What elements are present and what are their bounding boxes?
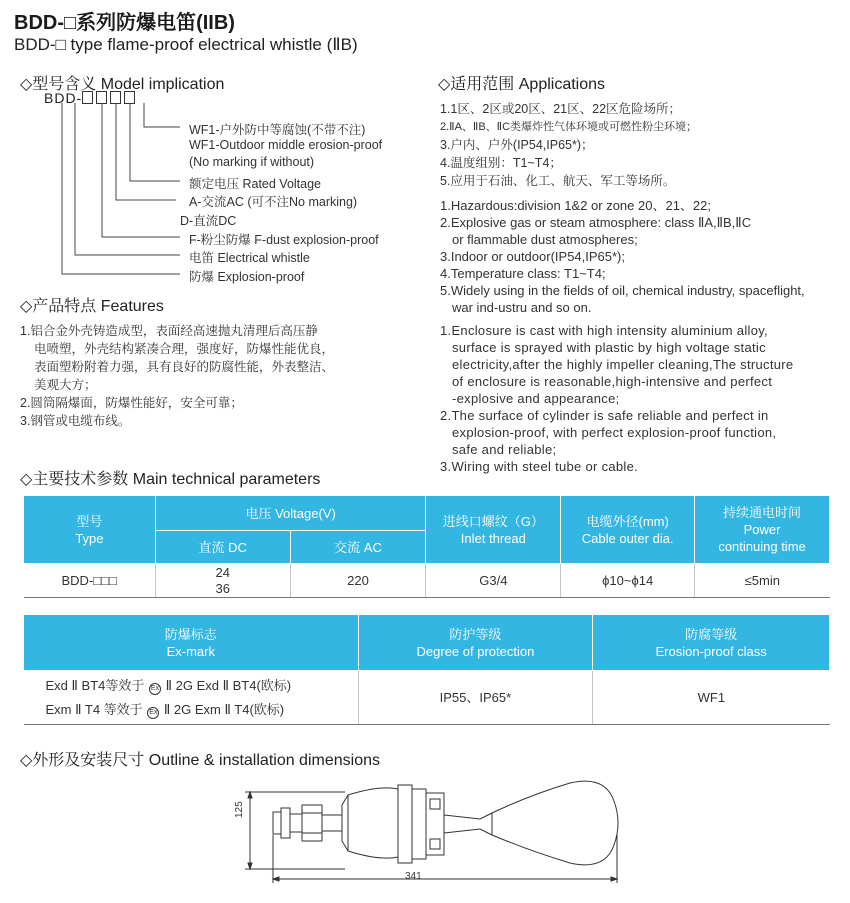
spec-table-2	[23, 614, 830, 725]
feature-line: 3.钢管或电缆布线。	[20, 414, 131, 428]
feature-line: 2.圆筒隔爆面，防爆性能好，安全可靠；	[20, 396, 243, 410]
feat-en-line: safe and reliable;	[452, 442, 557, 457]
app-en-line: 1.Hazardous:division 1&2 or zone 20、21、22;	[440, 198, 711, 213]
th-erosion: 防腐等级 Erosion-proof class	[593, 615, 830, 671]
feat-en-line: 3.Wiring with steel tube or cable.	[440, 459, 639, 474]
model-line: D-直流DC	[180, 214, 237, 228]
spec-table-1	[23, 495, 830, 598]
app-cn-line: 2.ⅡA、ⅡB、ⅡC类爆炸性气体环境或可燃性粉尘环境；	[440, 121, 698, 133]
cell-exmark	[24, 671, 359, 725]
model-heading: ◇型号含义 Model implication	[20, 76, 225, 93]
model-line: 额定电压 Rated Voltage	[189, 177, 322, 191]
exmark-line-2: Exm Ⅱ T4 等效于 Ex Ⅱ 2G Exm Ⅱ T4(欧标)	[45, 701, 285, 717]
app-en-line: 3.Indoor or outdoor(IP54,IP65*);	[440, 249, 626, 264]
feat-en-line: surface is sprayed with plastic by high voltage static	[452, 340, 766, 355]
dim-length-label: 341	[405, 871, 422, 882]
applications-cn-list	[440, 100, 697, 190]
exmark-line-1: Exd Ⅱ BT4等效于 Ex Ⅱ 2G Exd Ⅱ BT4(欧标)	[45, 677, 292, 693]
outline-drawing	[230, 775, 630, 895]
applications-heading: ◇适用范围 Applications	[438, 76, 606, 93]
app-en-line: war ind-ustru and so on.	[452, 300, 592, 315]
model-line: WF1-户外防中等腐蚀(不带不注)	[189, 123, 366, 137]
th-inlet: 进线口螺纹（G） Inlet thread	[426, 496, 561, 564]
th-dc: 直流 DC	[155, 531, 290, 564]
model-line: F-粉尘防爆 F-dust explosion-proof	[189, 233, 379, 247]
model-line: (No marking if without)	[189, 155, 315, 169]
feature-line: 电喷塑，外壳结构紧凑合理，强度好，防爆性能优良，	[34, 342, 335, 356]
model-line: 电笛 Electrical whistle	[189, 251, 310, 265]
feature-line: 1.铝合金外壳铸造成型，表面经高速抛丸清理后高压静	[20, 324, 318, 338]
th-type: 型号 Type	[24, 496, 156, 564]
feature-line: 表面塑粉附着力强，具有良好的防腐性能，外表整洁、	[34, 360, 335, 374]
table-row	[24, 564, 830, 598]
model-line: WF1-Outdoor middle erosion-proof	[189, 138, 383, 152]
features-en-list	[440, 322, 793, 475]
th-ac: 交流 AC	[290, 531, 426, 564]
table-row	[24, 671, 830, 725]
model-line: 防爆 Explosion-proof	[189, 270, 305, 284]
cell-erosion: WF1	[593, 671, 830, 725]
cell-ac: 220	[290, 564, 426, 598]
page-title: BDD-□系列防爆电笛(IIB)	[14, 12, 235, 34]
model-bracket-lines	[0, 0, 200, 290]
ex-mark-icon: Ex	[149, 683, 161, 695]
app-en-line: 4.Temperature class: T1~T4;	[440, 266, 606, 281]
cell-protection: IP55、IP65*	[358, 671, 593, 725]
app-cn-line: 5.应用于石油、化工、航天、军工等场所。	[440, 174, 676, 188]
feature-line: 美观大方；	[34, 378, 97, 392]
model-code-prefix: BDD-	[44, 90, 83, 106]
feat-en-line: 2.The surface of cylinder is safe reliable and perfect in	[440, 408, 769, 423]
cell-time: ≤5min	[695, 564, 830, 598]
features-cn-list	[20, 322, 334, 430]
cell-model: BDD-□□□	[24, 564, 156, 598]
dim-height-label: 125	[234, 801, 245, 818]
cell-cable: ϕ10~ϕ14	[561, 564, 695, 598]
outline-heading: ◇外形及安装尺寸 Outline & installation dimensions	[20, 752, 380, 769]
feat-en-line: explosion-proof, with perfect explosion-proof function,	[452, 425, 777, 440]
cell-dc: 24 36	[155, 564, 290, 598]
app-en-line: 2.Explosive gas or steam atmosphere: class ⅡA,ⅡB,ⅡC	[440, 215, 752, 230]
feat-en-line: 1.Enclosure is cast with high intensity aluminium alloy,	[440, 323, 768, 338]
cell-thread: G3/4	[426, 564, 561, 598]
th-protection: 防护等级 Degree of protection	[358, 615, 593, 671]
features-heading: ◇产品特点 Features	[20, 298, 164, 315]
params-heading: ◇主要技术参数 Main technical parameters	[20, 471, 321, 488]
applications-en-list	[440, 197, 805, 316]
app-en-line: or flammable dust atmospheres;	[452, 232, 638, 247]
th-voltage: 电压 Voltage(V)	[155, 496, 426, 531]
th-time: 持续通电时间 Power continuing time	[695, 496, 830, 564]
feat-en-line: -explosive and appearance;	[452, 391, 620, 406]
th-exmark: 防爆标志 Ex-mark	[24, 615, 359, 671]
app-en-line: 5.Widely using in the fields of oil, chemical industry, spaceflight,	[440, 283, 805, 298]
th-cable: 电缆外径(mm) Cable outer dia.	[561, 496, 695, 564]
ex-mark-icon: Ex	[147, 707, 159, 719]
feat-en-line: of enclosure is reasonable,high-intensive and perfect	[452, 374, 773, 389]
app-cn-line: 1.1区、2区或20区、21区、22区危险场所；	[440, 102, 682, 116]
model-line: A-交流AC (可不注No marking)	[189, 195, 358, 209]
feat-en-line: electricity,after the highly impeller cleaning,The structure	[452, 357, 794, 372]
app-cn-line: 3.户内、户外(IP54,IP65*)；	[440, 138, 594, 152]
page-subtitle: BDD-□ type flame-proof electrical whistle (ⅡB)	[14, 35, 358, 54]
app-cn-line: 4.温度组别：T1~T4；	[440, 156, 562, 170]
